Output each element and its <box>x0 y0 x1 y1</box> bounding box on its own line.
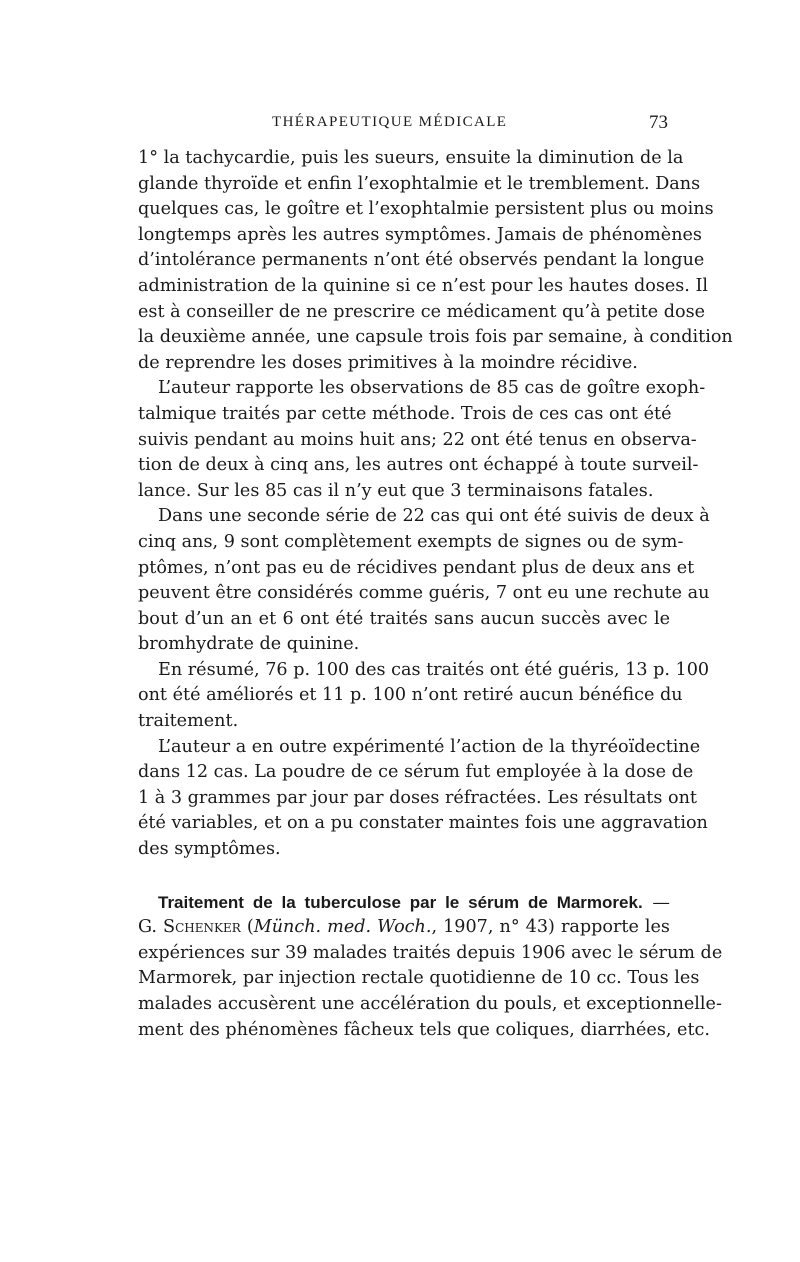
text-line: talmique traités par cette méthode. Trois de ces cas ont été <box>138 403 672 424</box>
text-line: cinq ans, 9 sont complètement exempts de signes ou de sym- <box>138 531 684 552</box>
text-line: L’auteur a en outre expérimenté l’action de la thyréoïdectine <box>158 736 701 757</box>
section-title: Traitement de la tuberculose par le sérum de Marmorek. <box>158 892 643 912</box>
citation-rest: , 1907, n° 43) rapporte les <box>431 917 670 938</box>
text-line: glande thyroïde et enfin l’exophtalmie et le tremblement. Dans <box>138 173 701 194</box>
paragraph <box>138 504 710 658</box>
text-line: 1 à 3 grammes par jour par doses réfractées. Les résultats ont <box>138 787 697 808</box>
text-line: traitement. <box>138 711 239 732</box>
section-gap <box>138 863 670 890</box>
text-line: est à conseiller de ne prescrire ce médicament qu’à petite dose <box>138 301 706 322</box>
citation-line <box>138 915 670 941</box>
text-line: quelques cas, le goître et l’exophtalmie persistent plus ou moins <box>138 199 714 220</box>
text-line: tion de deux à cinq ans, les autres ont échappé à toute surveil- <box>138 455 699 476</box>
journal-name: Münch. med. Woch. <box>253 917 432 938</box>
text-line: la deuxième année, une capsule trois fois par semaine, à condition <box>138 327 733 348</box>
text-line: Marmorek, par injection rectale quotidienne de 10 cc. Tous les <box>138 968 700 989</box>
text-line: longtemps après les autres symptômes. Jamais de phénomènes <box>138 224 702 245</box>
running-title: THÉRAPEUTIQUE MÉDICALE <box>272 114 508 130</box>
text-line: ment des phénomènes fâcheux tels que coliques, diarrhées, etc. <box>138 1019 710 1040</box>
page-number: 73 <box>649 112 668 133</box>
paragraph <box>138 146 733 376</box>
section-heading-line <box>138 890 670 916</box>
section-dash: — <box>642 892 671 913</box>
text-line: lance. Sur les 85 cas il n’y eut que 3 terminaisons fatales. <box>138 480 654 501</box>
running-head <box>140 114 670 138</box>
text-line: ont été améliorés et 11 p. 100 n’ont retiré aucun bénéfice du <box>138 685 683 706</box>
paragraph <box>138 658 710 735</box>
text-line: de reprendre les doses primitives à la moindre récidive. <box>138 352 638 373</box>
paragraph <box>138 376 706 504</box>
body-text <box>138 146 733 1043</box>
text-line: été variables, et on a pu constater maintes fois une aggravation <box>138 813 708 834</box>
author-name: G. Schenker <box>138 917 241 938</box>
text-line: ptômes, n’ont pas eu de récidives pendant plus de deux ans et <box>138 557 695 578</box>
text-line: 1° la tachycardie, puis les sueurs, ensuite la diminution de la <box>138 148 684 168</box>
section <box>138 890 723 1044</box>
text-line: En résumé, 76 p. 100 des cas traités ont été guéris, 13 p. 100 <box>158 659 710 680</box>
text-line: suivis pendant au moins huit ans; 22 ont été tenus en observa- <box>138 429 697 450</box>
text-line: d’intolérance permanents n’ont été observés pendant la longue <box>138 250 705 271</box>
paragraph <box>138 735 708 863</box>
citation-open: ( <box>240 917 254 938</box>
text-line: Dans une seconde série de 22 cas qui ont été suivis de deux à <box>158 506 710 527</box>
text-line: peuvent être considérés comme guéris, 7 ont eu une rechute au <box>138 583 710 604</box>
text-line: expériences sur 39 malades traités depuis 1906 avec le sérum de <box>138 942 723 963</box>
text-line: administration de la quinine si ce n’est pour les hautes doses. Il <box>138 275 709 296</box>
text-line: bout d’un an et 6 ont été traités sans aucun succès avec le <box>138 608 670 629</box>
text-line: L’auteur rapporte les observations de 85 cas de goître exoph- <box>158 378 706 399</box>
text-line: malades accusèrent une accélération du pouls, et exceptionnelle- <box>138 994 722 1014</box>
text-line: des symptômes. <box>138 839 281 860</box>
text-line: bromhydrate de quinine. <box>138 634 360 655</box>
text-line: dans 12 cas. La poudre de ce sérum fut employée à la dose de <box>138 762 694 783</box>
